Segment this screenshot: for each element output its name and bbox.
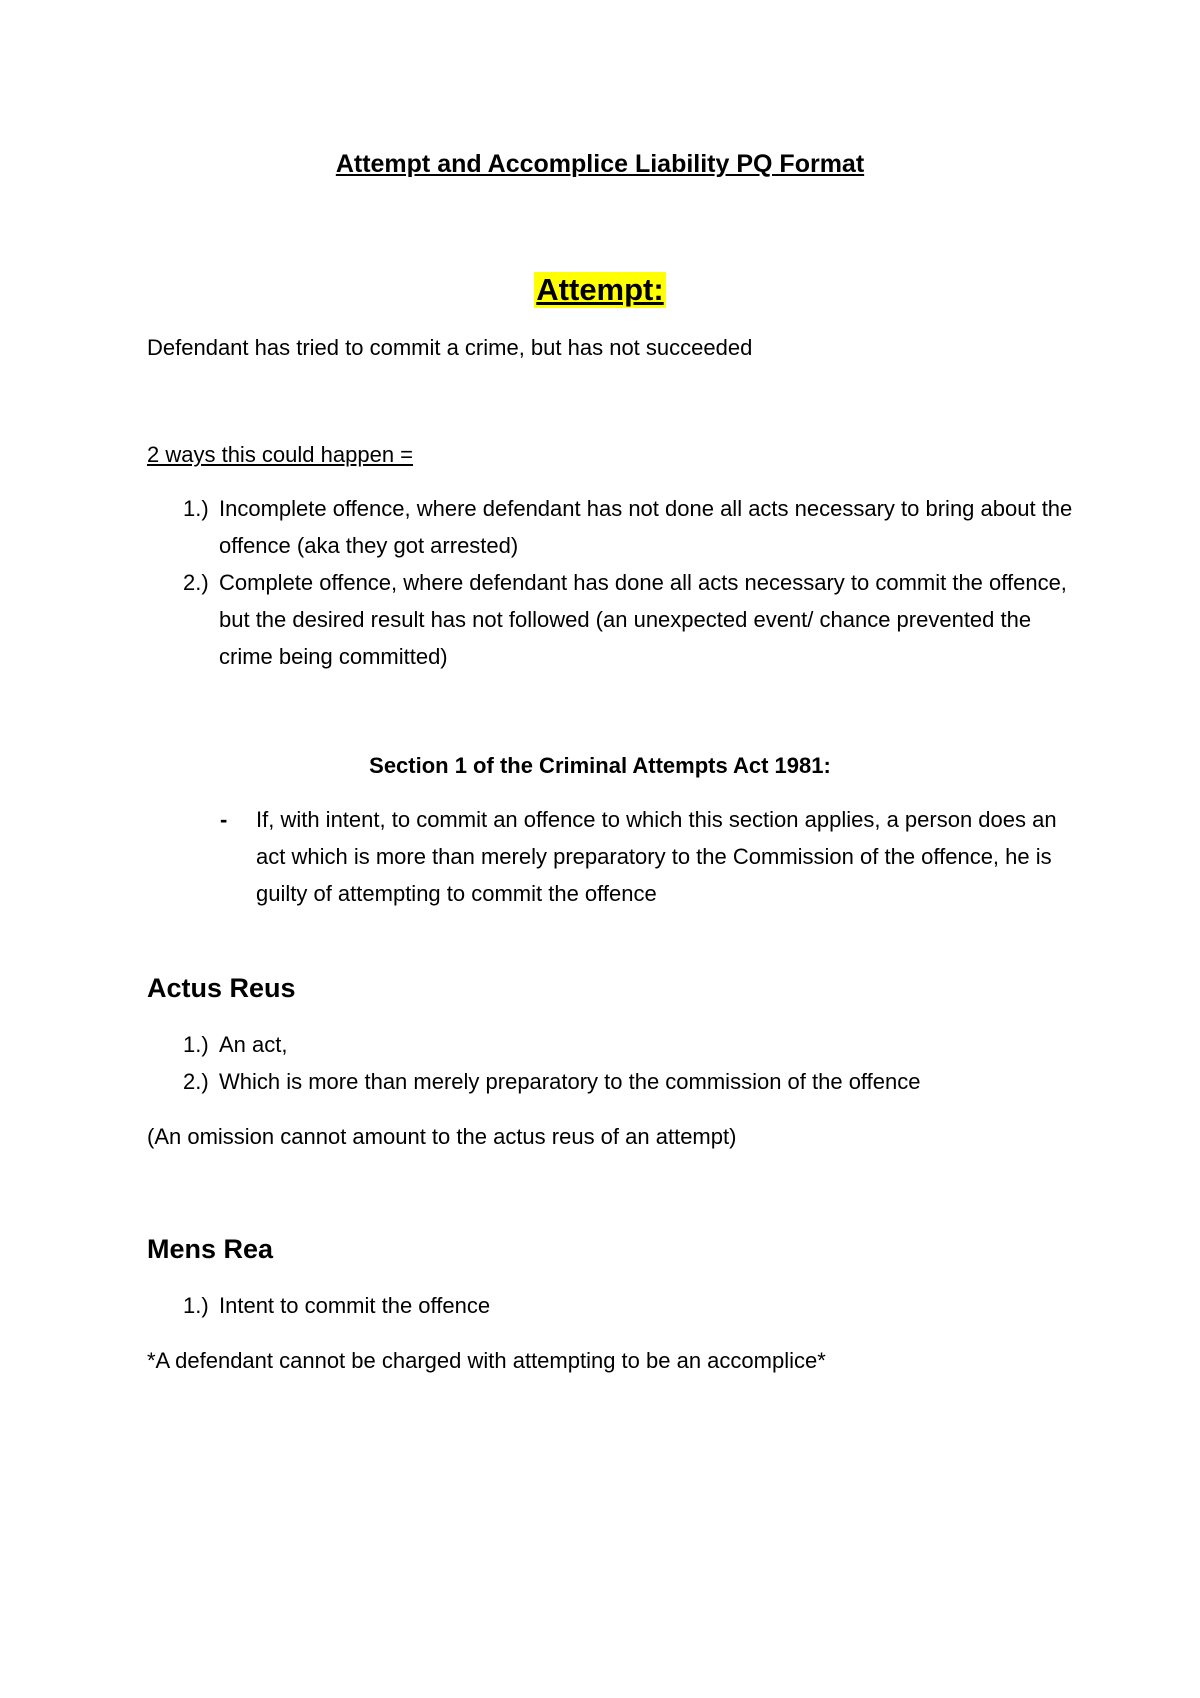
list-item-number: 1.) <box>183 1032 209 1057</box>
statute-text: If, with intent, to commit an offence to which this section applies, a person does an act which is more than merely preparatory to the Commission of the offence, he is guilty of attempting to commit the offence <box>256 807 1057 906</box>
attempt-definition: Defendant has tried to commit a crime, but has not succeeded <box>147 335 753 360</box>
list-item <box>183 490 1083 564</box>
statute-list <box>220 801 1060 912</box>
list-item <box>220 801 1060 912</box>
actus-reus-note: (An omission cannot amount to the actus reus of an attempt) <box>147 1124 737 1149</box>
document-title: Attempt and Accomplice Liability PQ Format <box>335 150 865 178</box>
list-item <box>183 1287 1083 1324</box>
list-item-number: 2.) <box>183 1069 209 1094</box>
mens-rea-list <box>183 1287 1083 1324</box>
actus-reus-list <box>183 1026 1083 1100</box>
attempt-heading-wrap <box>0 272 1200 308</box>
mens-rea-heading: Mens Rea <box>147 1234 274 1264</box>
statute-heading: Section 1 of the Criminal Attempts Act 1981: <box>369 753 831 778</box>
list-item <box>183 564 1083 675</box>
attempt-heading: Attempt: <box>536 272 664 307</box>
list-item-number: 1.) <box>183 1293 209 1318</box>
actus-reus-heading: Actus Reus <box>147 973 296 1003</box>
list-item-text: Incomplete offence, where defendant has not done all acts necessary to bring about the offence (aka they got arrested) <box>219 496 1073 558</box>
list-item <box>183 1063 1083 1100</box>
list-item-number: 1.) <box>183 496 209 521</box>
mens-rea-note: *A defendant cannot be charged with attempting to be an accomplice* <box>147 1348 826 1373</box>
list-item-text: Complete offence, where defendant has done all acts necessary to commit the offence, but the desired result has not followed (an unexpected event/ chance prevented the crime being committed) <box>219 570 1067 669</box>
list-item-text: Which is more than merely preparatory to the commission of the offence <box>219 1069 921 1094</box>
dash-bullet: - <box>220 807 228 832</box>
list-item-text: Intent to commit the offence <box>219 1293 491 1318</box>
list-item-text: An act, <box>219 1032 288 1057</box>
list-item <box>183 1026 1083 1063</box>
list-item-number: 2.) <box>183 570 209 595</box>
ways-list <box>183 490 1083 675</box>
ways-label: 2 ways this could happen = <box>147 442 414 467</box>
